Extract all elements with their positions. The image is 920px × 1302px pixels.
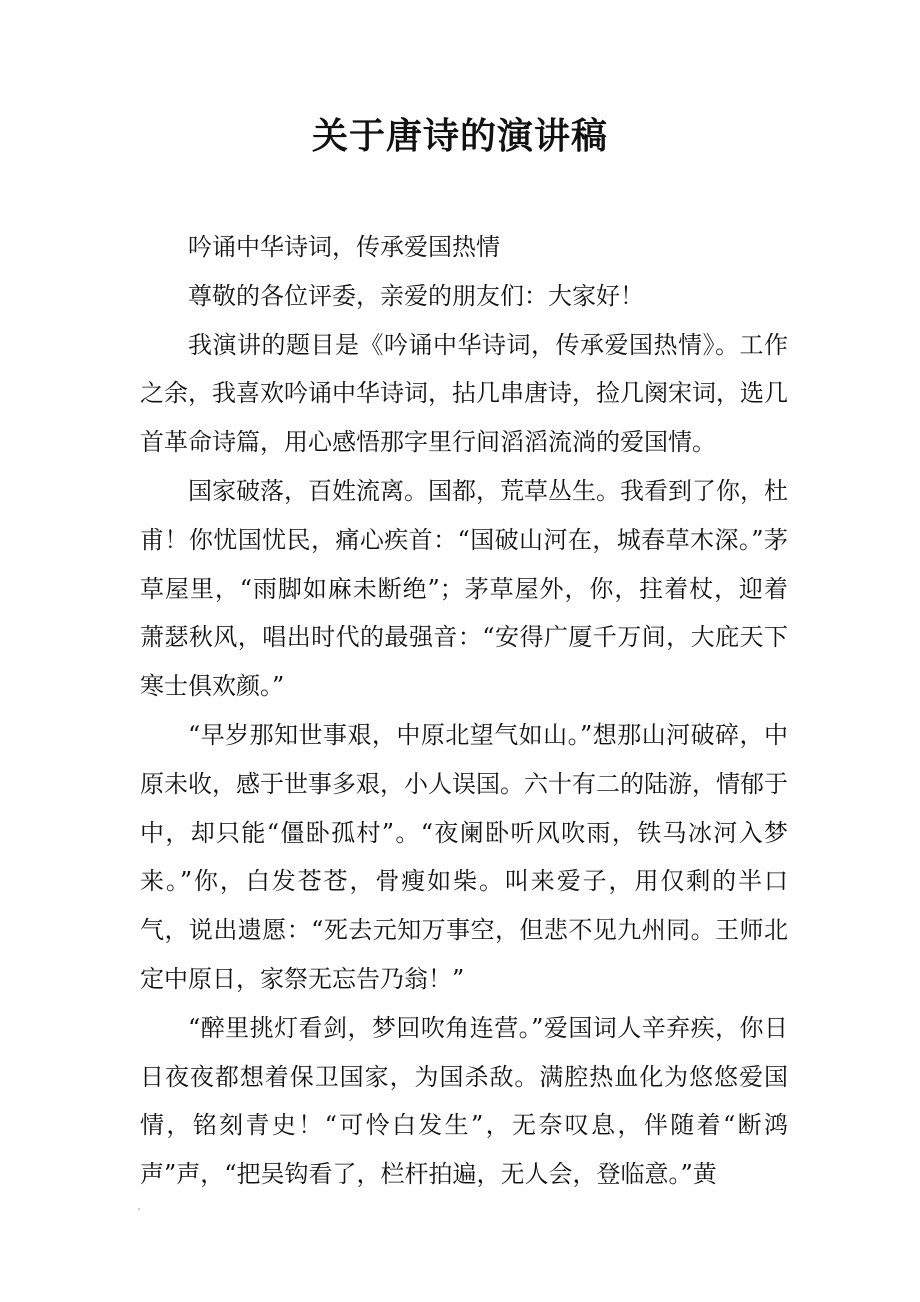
lu-you-paragraph: “早岁那知世事艰，中原北望气如山。”想那山河破碎，中原未收，感于世事多艰，小人误国。六十有二的陆游，情郁于中，却只能“僵卧孤村”。“夜阑卧听风吹雨，铁马冰河入梦来。”你，白发苍苍，骨瘦如柴。叫来爱子，用仅剩的半口气，说出遗愿：“死去元知万事空，但悲不见九州同。王师北定中原日，家祭无忘告乃翁！” <box>140 720 788 993</box>
greeting-paragraph: 尊敬的各位评委，亲爱的朋友们：大家好！ <box>188 281 644 310</box>
document-title: 关于唐诗的演讲稿 <box>311 115 608 157</box>
document-body <box>140 223 788 1199</box>
du-fu-paragraph: 国家破落，百姓流离。国都，荒草丛生。我看到了你，杜甫！你忧国忧民，痛心疾首：“国破山河在，城春草木深。”茅草屋里，“雨脚如麻未断绝”；茅草屋外，你，拄着杖，迎着萧瑟秋风，唱出时代的最强音：“安得广厦千万间，大庇天下寒士俱欢颜。” <box>140 476 788 701</box>
speech-subtitle: 吟诵中华诗词，传承爱国热情 <box>188 233 500 261</box>
intro-paragraph: 我演讲的题目是《吟诵中华诗词，传承爱国热情》。工作之余，我喜欢吟诵中华诗词，拈几串唐诗，捡几阕宋词，选几首革命诗篇，用心感悟那字里行间滔滔流淌的爱国情。 <box>140 330 788 457</box>
page-speck <box>138 1208 140 1210</box>
xin-qiji-paragraph: “醉里挑灯看剑，梦回吹角连营。”爱国词人辛弃疾，你日日夜夜都想着保卫国家，为国杀敌。满腔热血化为悠悠爱国情，铭刻青史！“可怜白发生”，无奈叹息，伴随着“断鸿声”声，“把吴钩看了，栏杆拍遍，无人会，登临意。”黄 <box>140 1013 788 1189</box>
